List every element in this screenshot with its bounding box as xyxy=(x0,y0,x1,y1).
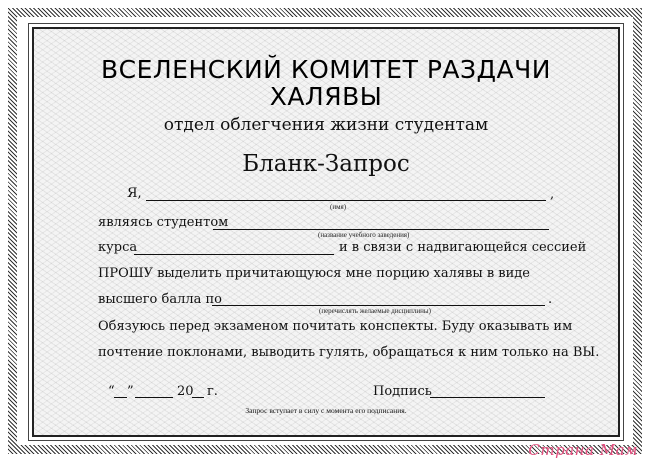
line7-text: почтение поклонами, выводить гулять, обращаться к ним только на ВЫ. xyxy=(98,345,600,360)
watermark-logo: Страна Мам xyxy=(528,441,638,459)
hint-institution: (название учебного заведения) xyxy=(318,231,410,239)
date-quote-open: “ xyxy=(108,384,115,399)
line3-prefix: курса xyxy=(98,240,138,255)
line6-text: Обязуюсь перед экзаменом почитать конспекты. Буду оказывать им xyxy=(98,319,573,334)
line5-prefix: высшего балла по xyxy=(98,292,222,307)
line1-suffix: , xyxy=(550,187,555,202)
date-quote-close: ” xyxy=(127,384,134,399)
year-prefix: 20 xyxy=(177,384,194,399)
hint-subjects: (перечислять желаемые дисциплины) xyxy=(319,307,431,315)
title-line-2: ХАЛЯВЫ xyxy=(269,82,383,111)
form-title: Бланк-Запрос xyxy=(242,151,410,177)
line5-suffix: . xyxy=(548,292,553,307)
year-suffix: г. xyxy=(207,384,218,399)
signature-blank[interactable] xyxy=(430,397,545,398)
subtitle: отдел облегчения жизни студентам xyxy=(163,115,489,135)
name-blank[interactable] xyxy=(146,200,546,201)
signature-label: Подпись xyxy=(373,384,432,399)
institution-blank[interactable] xyxy=(213,229,549,230)
line4-text: ПРОШУ выделить причитающуюся мне порцию халявы в виде xyxy=(98,266,530,281)
course-blank[interactable] xyxy=(134,254,334,255)
month-blank[interactable] xyxy=(135,397,173,398)
day-blank[interactable] xyxy=(114,397,127,398)
line2-prefix: являясь студентом xyxy=(98,215,229,230)
line1-prefix: Я, xyxy=(127,186,142,201)
hint-name: (имя) xyxy=(330,203,347,211)
year-blank[interactable] xyxy=(192,397,204,398)
subjects-blank[interactable] xyxy=(212,305,545,306)
footnote: Запрос вступает в силу с момента его подписания. xyxy=(245,406,407,415)
line3-middle: и в связи с надвигающейся сессией xyxy=(339,240,587,255)
title-line-1: ВСЕЛЕНСКИЙ КОМИТЕТ РАЗДАЧИ xyxy=(100,55,551,84)
